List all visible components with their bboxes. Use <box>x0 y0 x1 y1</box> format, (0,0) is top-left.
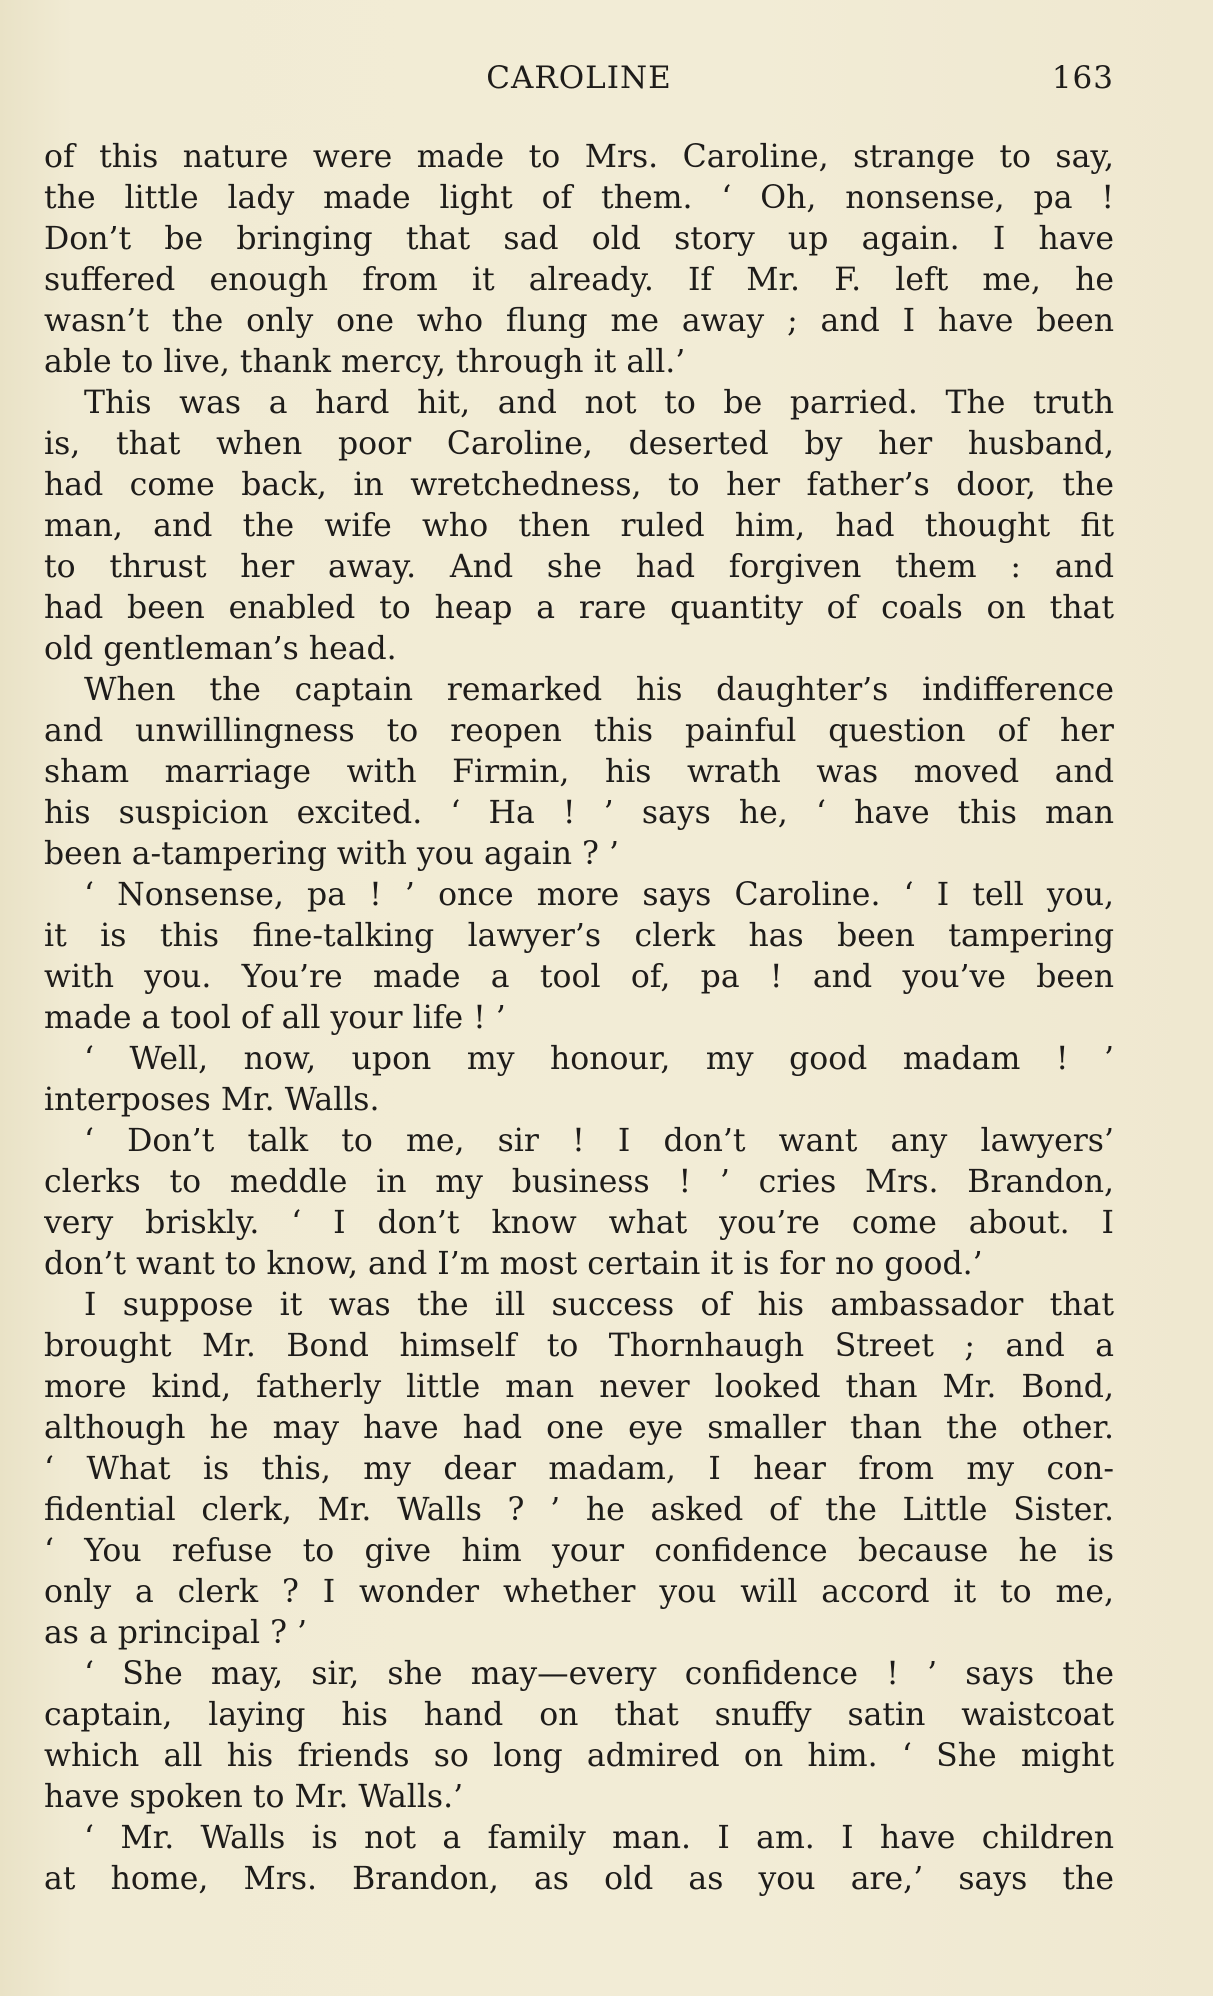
text-line: and unwillingness to reopen this painful question of her <box>44 713 1114 749</box>
text-line: clerks to meddle in my business ! ’ cries Mrs. Brandon, <box>44 1164 1114 1200</box>
text-line: I suppose it was the ill success of his ambassador that <box>84 1287 1114 1323</box>
text-line: ‘ Don’t talk to me, sir ! I don’t want any lawyers’ <box>84 1123 1114 1159</box>
text-line: ‘ Well, now, upon my honour, my good madam ! ’ <box>84 1041 1114 1077</box>
text-line: Don’t be bringing that sad old story up again. I have <box>44 221 1114 257</box>
text-line: although he may have had one eye smaller than the other. <box>44 1410 1114 1446</box>
text-line: with you. You’re made a tool of, pa ! and you’ve been <box>44 959 1114 995</box>
text-line: ‘ What is this, my dear madam, I hear from my con- <box>44 1451 1114 1487</box>
text-line: ‘ Nonsense, pa ! ’ once more says Caroline. ‘ I tell you, <box>84 877 1114 913</box>
text-line: his suspicion excited. ‘ Ha ! ’ says he, ‘ have this man <box>44 795 1114 831</box>
text-line: sham marriage with Firmin, his wrath was moved and <box>44 754 1114 790</box>
text-line: made a tool of all your life ! ’ <box>44 1000 506 1036</box>
text-line: to thrust her away. And she had forgiven them : and <box>44 549 1114 585</box>
text-line: man, and the wife who then ruled him, had thought fit <box>44 508 1114 544</box>
text-line: suffered enough from it already. If Mr. F. left me, he <box>44 262 1114 298</box>
text-line: had come back, in wretchedness, to her father’s door, the <box>44 467 1114 503</box>
text-line: don’t want to know, and I’m most certain it is for no good.’ <box>44 1246 983 1282</box>
text-line: old gentleman’s head. <box>44 631 397 667</box>
page-number: 163 <box>1051 60 1114 96</box>
text-line: interposes Mr. Walls. <box>44 1082 380 1118</box>
text-line: brought Mr. Bond himself to Thornhaugh Street ; and a <box>44 1328 1114 1364</box>
text-line: This was a hard hit, and not to be parried. The truth <box>84 385 1114 421</box>
text-line: the little lady made light of them. ‘ Oh, nonsense, pa ! <box>44 180 1114 216</box>
text-line: very briskly. ‘ I don’t know what you’re come about. I <box>44 1205 1114 1241</box>
text-line: of this nature were made to Mrs. Caroline, strange to say, <box>44 139 1114 175</box>
body-text <box>44 137 1114 1900</box>
text-line: fidential clerk, Mr. Walls ? ’ he asked of the Little Sister. <box>44 1492 1114 1528</box>
running-head-title: CAROLINE <box>486 60 672 96</box>
running-head <box>44 60 1114 104</box>
text-line: at home, Mrs. Brandon, as old as you are,’ says the <box>44 1861 1114 1897</box>
text-line: ‘ You refuse to give him your confidence because he is <box>44 1533 1114 1569</box>
text-line: ‘ Mr. Walls is not a family man. I am. I have children <box>84 1820 1114 1856</box>
text-line: have spoken to Mr. Walls.’ <box>44 1779 464 1815</box>
text-line: had been enabled to heap a rare quantity of coals on that <box>44 590 1114 626</box>
text-line: able to live, thank mercy, through it all.’ <box>44 344 686 380</box>
text-line: as a principal ? ’ <box>44 1615 307 1651</box>
text-line: been a-tampering with you again ? ’ <box>44 836 619 872</box>
text-line: wasn’t the only one who flung me away ; and I have been <box>44 303 1114 339</box>
text-line: ‘ She may, sir, she may—every confidence ! ’ says the <box>84 1656 1114 1692</box>
text-line: captain, laying his hand on that snuffy satin waistcoat <box>44 1697 1114 1733</box>
text-line: more kind, fatherly little man never looked than Mr. Bond, <box>44 1369 1114 1405</box>
text-line: is, that when poor Caroline, deserted by her husband, <box>44 426 1114 462</box>
text-line: which all his friends so long admired on him. ‘ She might <box>44 1738 1114 1774</box>
text-line: When the captain remarked his daughter’s indifference <box>84 672 1114 708</box>
text-line: only a clerk ? I wonder whether you will accord it to me, <box>44 1574 1114 1610</box>
text-line: it is this fine-talking lawyer’s clerk has been tampering <box>44 918 1114 954</box>
